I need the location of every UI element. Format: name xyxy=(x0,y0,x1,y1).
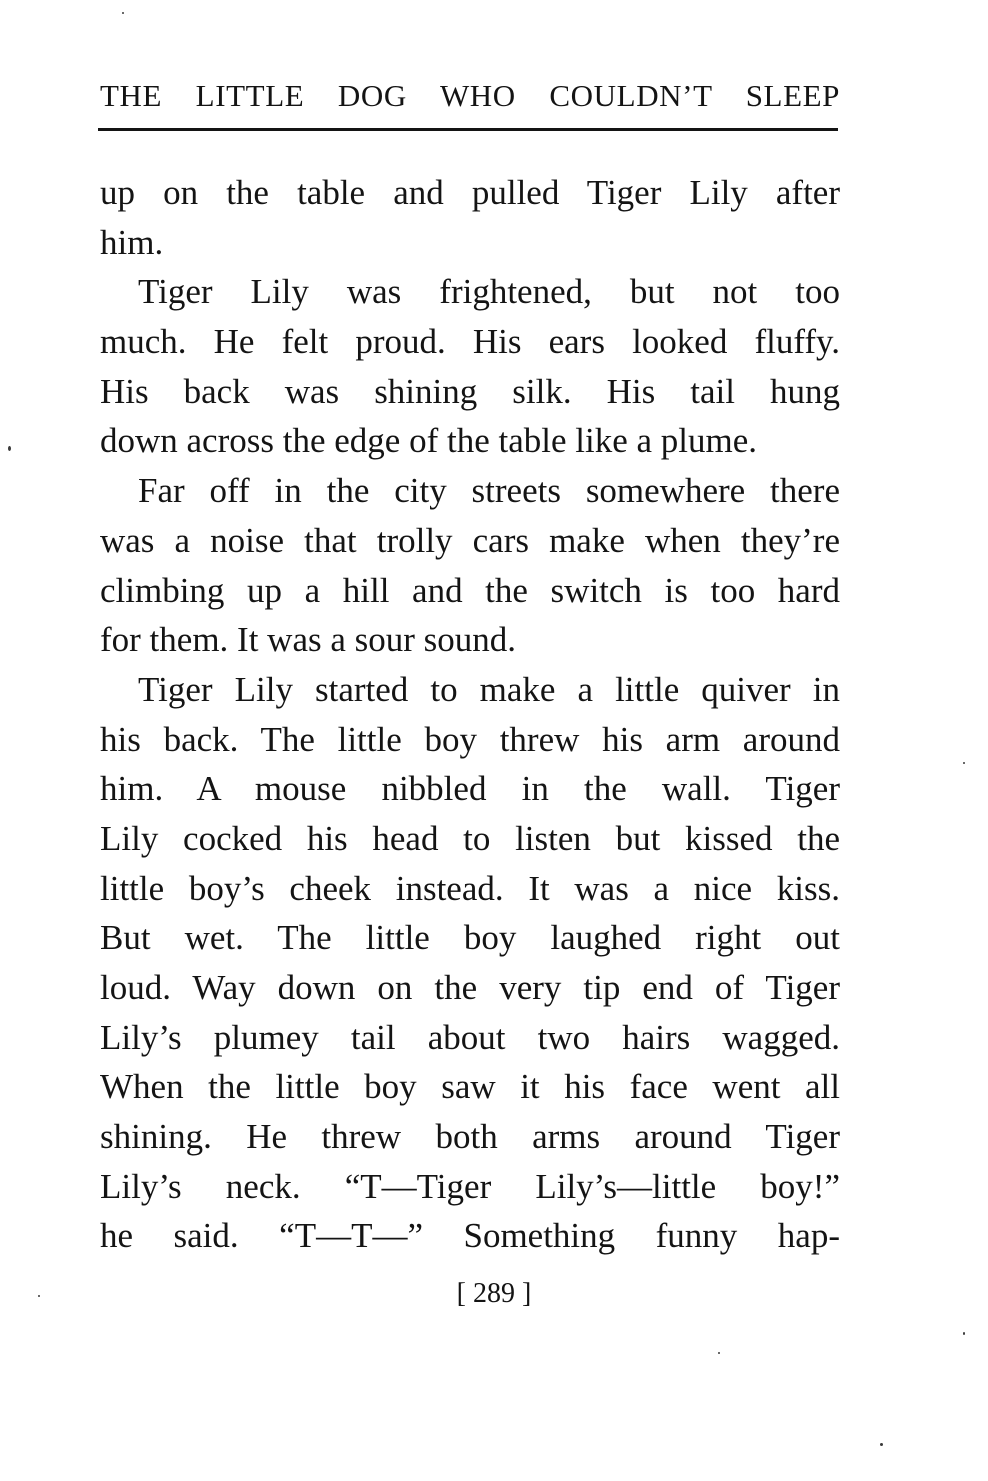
scan-speck xyxy=(880,1443,883,1446)
text-line: his back. The little boy threw his arm around xyxy=(100,719,840,759)
text-line: little boy’s cheek instead. It was a nice kiss. xyxy=(100,868,840,908)
scan-speck xyxy=(8,446,11,451)
text-line: him. xyxy=(100,222,164,262)
text-line: climbing up a hill and the switch is too hard xyxy=(100,570,840,610)
scan-speck xyxy=(718,1352,720,1354)
text-line: for them. It was a sour sound. xyxy=(100,620,517,660)
text-line: Tiger Lily started to make a little quiver in xyxy=(138,669,840,709)
scan-speck xyxy=(38,1295,40,1297)
text-line: was a noise that trolly cars make when they’re xyxy=(100,520,840,560)
text-line: him. A mouse nibbled in the wall. Tiger xyxy=(100,769,840,809)
text-line: much. He felt proud. His ears looked fluffy. xyxy=(100,322,840,362)
header-rule xyxy=(98,128,838,131)
text-line: Lily’s neck. “T—Tiger Lily’s—little boy!” xyxy=(100,1166,840,1206)
text-line: When the little boy saw it his face went all xyxy=(100,1067,840,1107)
running-head: THE LITTLE DOG WHO COULDN’T SLEEP xyxy=(100,78,840,113)
scan-speck xyxy=(963,1332,965,1335)
body-text xyxy=(100,168,840,1261)
text-line: shining. He threw both arms around Tiger xyxy=(100,1117,840,1157)
scan-speck xyxy=(122,12,124,14)
text-line: His back was shining silk. His tail hung xyxy=(100,371,840,411)
page-number: [ 289 ] xyxy=(456,1278,532,1309)
scan-speck xyxy=(963,762,965,764)
text-line: up on the table and pulled Tiger Lily after xyxy=(100,173,840,212)
text-line: he said. “T—T—” Something funny hap- xyxy=(100,1216,840,1256)
text-line: But wet. The little boy laughed right out xyxy=(100,918,840,958)
text-line: Lily cocked his head to listen but kissed the xyxy=(100,818,840,858)
text-line: Lily’s plumey tail about two hairs wagged. xyxy=(100,1017,840,1057)
text-line: Tiger Lily was frightened, but not too xyxy=(138,272,840,312)
text-line: loud. Way down on the very tip end of Tiger xyxy=(100,968,840,1007)
text-line: Far off in the city streets somewhere there xyxy=(138,471,840,511)
text-line: down across the edge of the table like a plume. xyxy=(100,421,758,461)
